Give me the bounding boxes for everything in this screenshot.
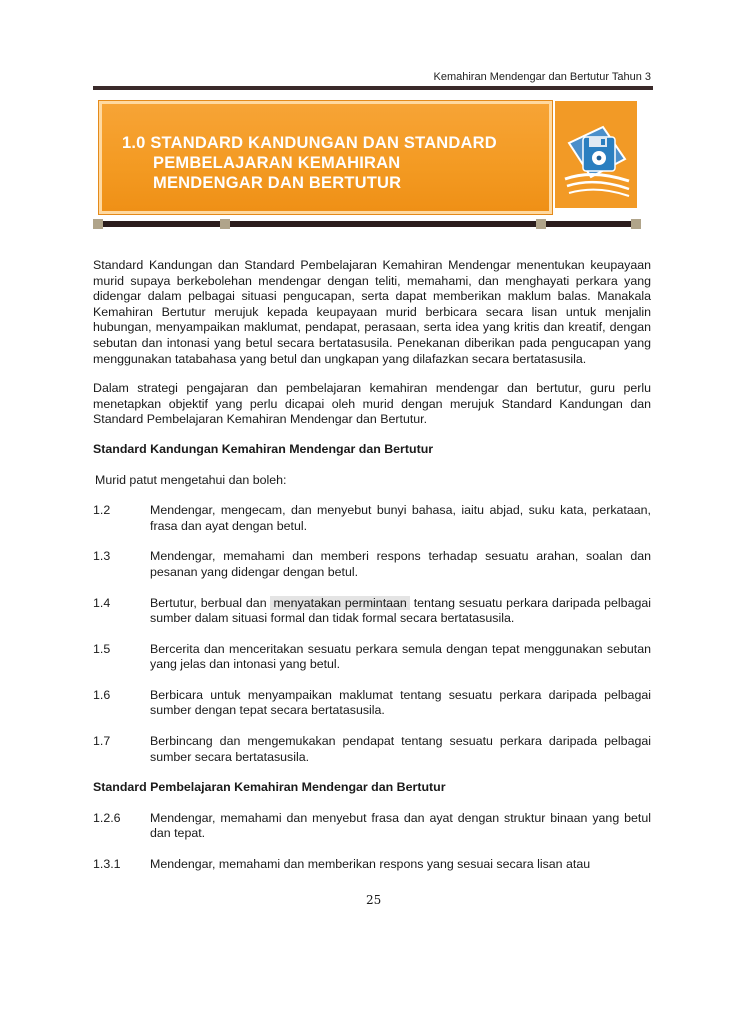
list-item	[93, 688, 651, 719]
rule-marker	[220, 219, 230, 229]
rule-marker	[93, 219, 103, 229]
sk-intro: Murid patut mengetahui dan boleh:	[95, 472, 287, 487]
list-item	[93, 811, 651, 842]
list-item	[93, 734, 651, 765]
banner-rule	[93, 221, 641, 227]
rule-marker	[536, 219, 546, 229]
body-content	[93, 258, 651, 888]
item-number: 1.7	[93, 734, 111, 749]
sk-heading: Standard Kandungan Kemahiran Mendengar dan Bertutur	[93, 441, 434, 456]
item-number: 1.3.1	[93, 857, 121, 872]
paragraph: Dalam strategi pengajaran dan pembelajaran kemahiran mendengar dan bertutur, guru perlu menetapkan objektif yang perlu dicapai oleh murid dengan merujuk Standard Kandungan dan Standard Pembelajaran Kemahiran Mendengar dan Bertutur.	[93, 381, 651, 427]
item-number: 1.2	[93, 503, 111, 518]
item-text	[150, 596, 651, 627]
item-text: Mendengar, memahami dan menyebut frasa dan ayat dengan struktur binaan yang betul dan tepat.	[150, 810, 651, 841]
list-item	[93, 503, 651, 534]
list-item	[93, 549, 651, 580]
item-text: Mendengar, memahami dan memberi respons terhadap sesuatu arahan, soalan dan pesanan yang didengar dengan betul.	[150, 549, 651, 579]
item-text-part: tentang sesuatu perkara daripada pelbagai sumber dalam situasi formal dan tidak formal secara bertatasusila.	[150, 595, 652, 626]
item-number: 1.5	[93, 641, 111, 656]
item-text: Berbicara untuk menyampaikan maklumat tentang sesuatu perkara daripada pelbagai sumber dengan tepat secara bertatasusila.	[150, 687, 651, 718]
section-title-line-3: MENDENGAR DAN BERTUTUR	[153, 174, 402, 192]
page-number: 25	[366, 893, 382, 907]
list-item	[93, 642, 651, 673]
header-rule	[93, 86, 653, 90]
highlighted-phrase: menyatakan permintaan	[270, 596, 409, 610]
item-text: Bercerita dan menceritakan sesuatu perkara semula dengan tepat menggunakan sebutan yang jelas dan intonasi yang betul.	[150, 641, 651, 672]
item-text: Mendengar, mengecam, dan menyebut bunyi bahasa, iaitu abjad, suku kata, perkataan, frasa dan ayat dengan betul.	[150, 503, 651, 533]
paragraph: Standard Kandungan dan Standard Pembelajaran Kemahiran Mendengar menentukan keupayaan murid supaya berkebolehan mendengar dengan teliti, memahami, dan menghayati perkara yang didengar dalam pelbagai situasi pengucapan, serta dapat memberikan maklum balas. Manakala Kemahiran Bertutur merujuk kepada keupayaan murid berbicara secara lisan untuk menjalin hubungan, menyampaikan maklumat, pendapat, perasaan, serta idea yang kritis dan kreatif, dengan sebutan dan intonasi yang betul secara bertatasusila. Penekanan diberikan pada pengucapan yang menggunakan tatabahasa yang betul dan ungkapan yang dilafazkan secara bertatasusila.	[93, 258, 651, 366]
item-text-part: Bertutur, berbual dan	[150, 595, 271, 610]
item-number: 1.2.6	[93, 810, 121, 825]
sp-heading: Standard Pembelajaran Kemahiran Mendengar dan Bertutur	[93, 780, 446, 795]
item-number: 1.4	[93, 595, 111, 610]
section-title-line-2: PEMBELAJARAN KEMAHIRAN	[153, 154, 401, 172]
section-banner	[93, 93, 641, 230]
item-number: 1.3	[93, 549, 111, 564]
item-text: Berbincang dan mengemukakan pendapat tentang sesuatu perkara daripada pelbagai sumber secara bertatasusila.	[150, 734, 651, 764]
section-title	[122, 133, 497, 193]
running-header: Kemahiran Mendengar dan Bertutur Tahun 3	[433, 71, 651, 83]
section-title-line-1: 1.0 STANDARD KANDUNGAN DAN STANDARD	[122, 134, 497, 152]
list-item	[93, 857, 651, 873]
floppy-disk-icon	[563, 123, 633, 203]
item-text: Mendengar, memahami dan memberikan respons yang sesuai secara lisan atau	[150, 857, 591, 872]
item-number: 1.6	[93, 687, 111, 702]
list-item	[93, 596, 651, 627]
rule-marker	[631, 219, 641, 229]
